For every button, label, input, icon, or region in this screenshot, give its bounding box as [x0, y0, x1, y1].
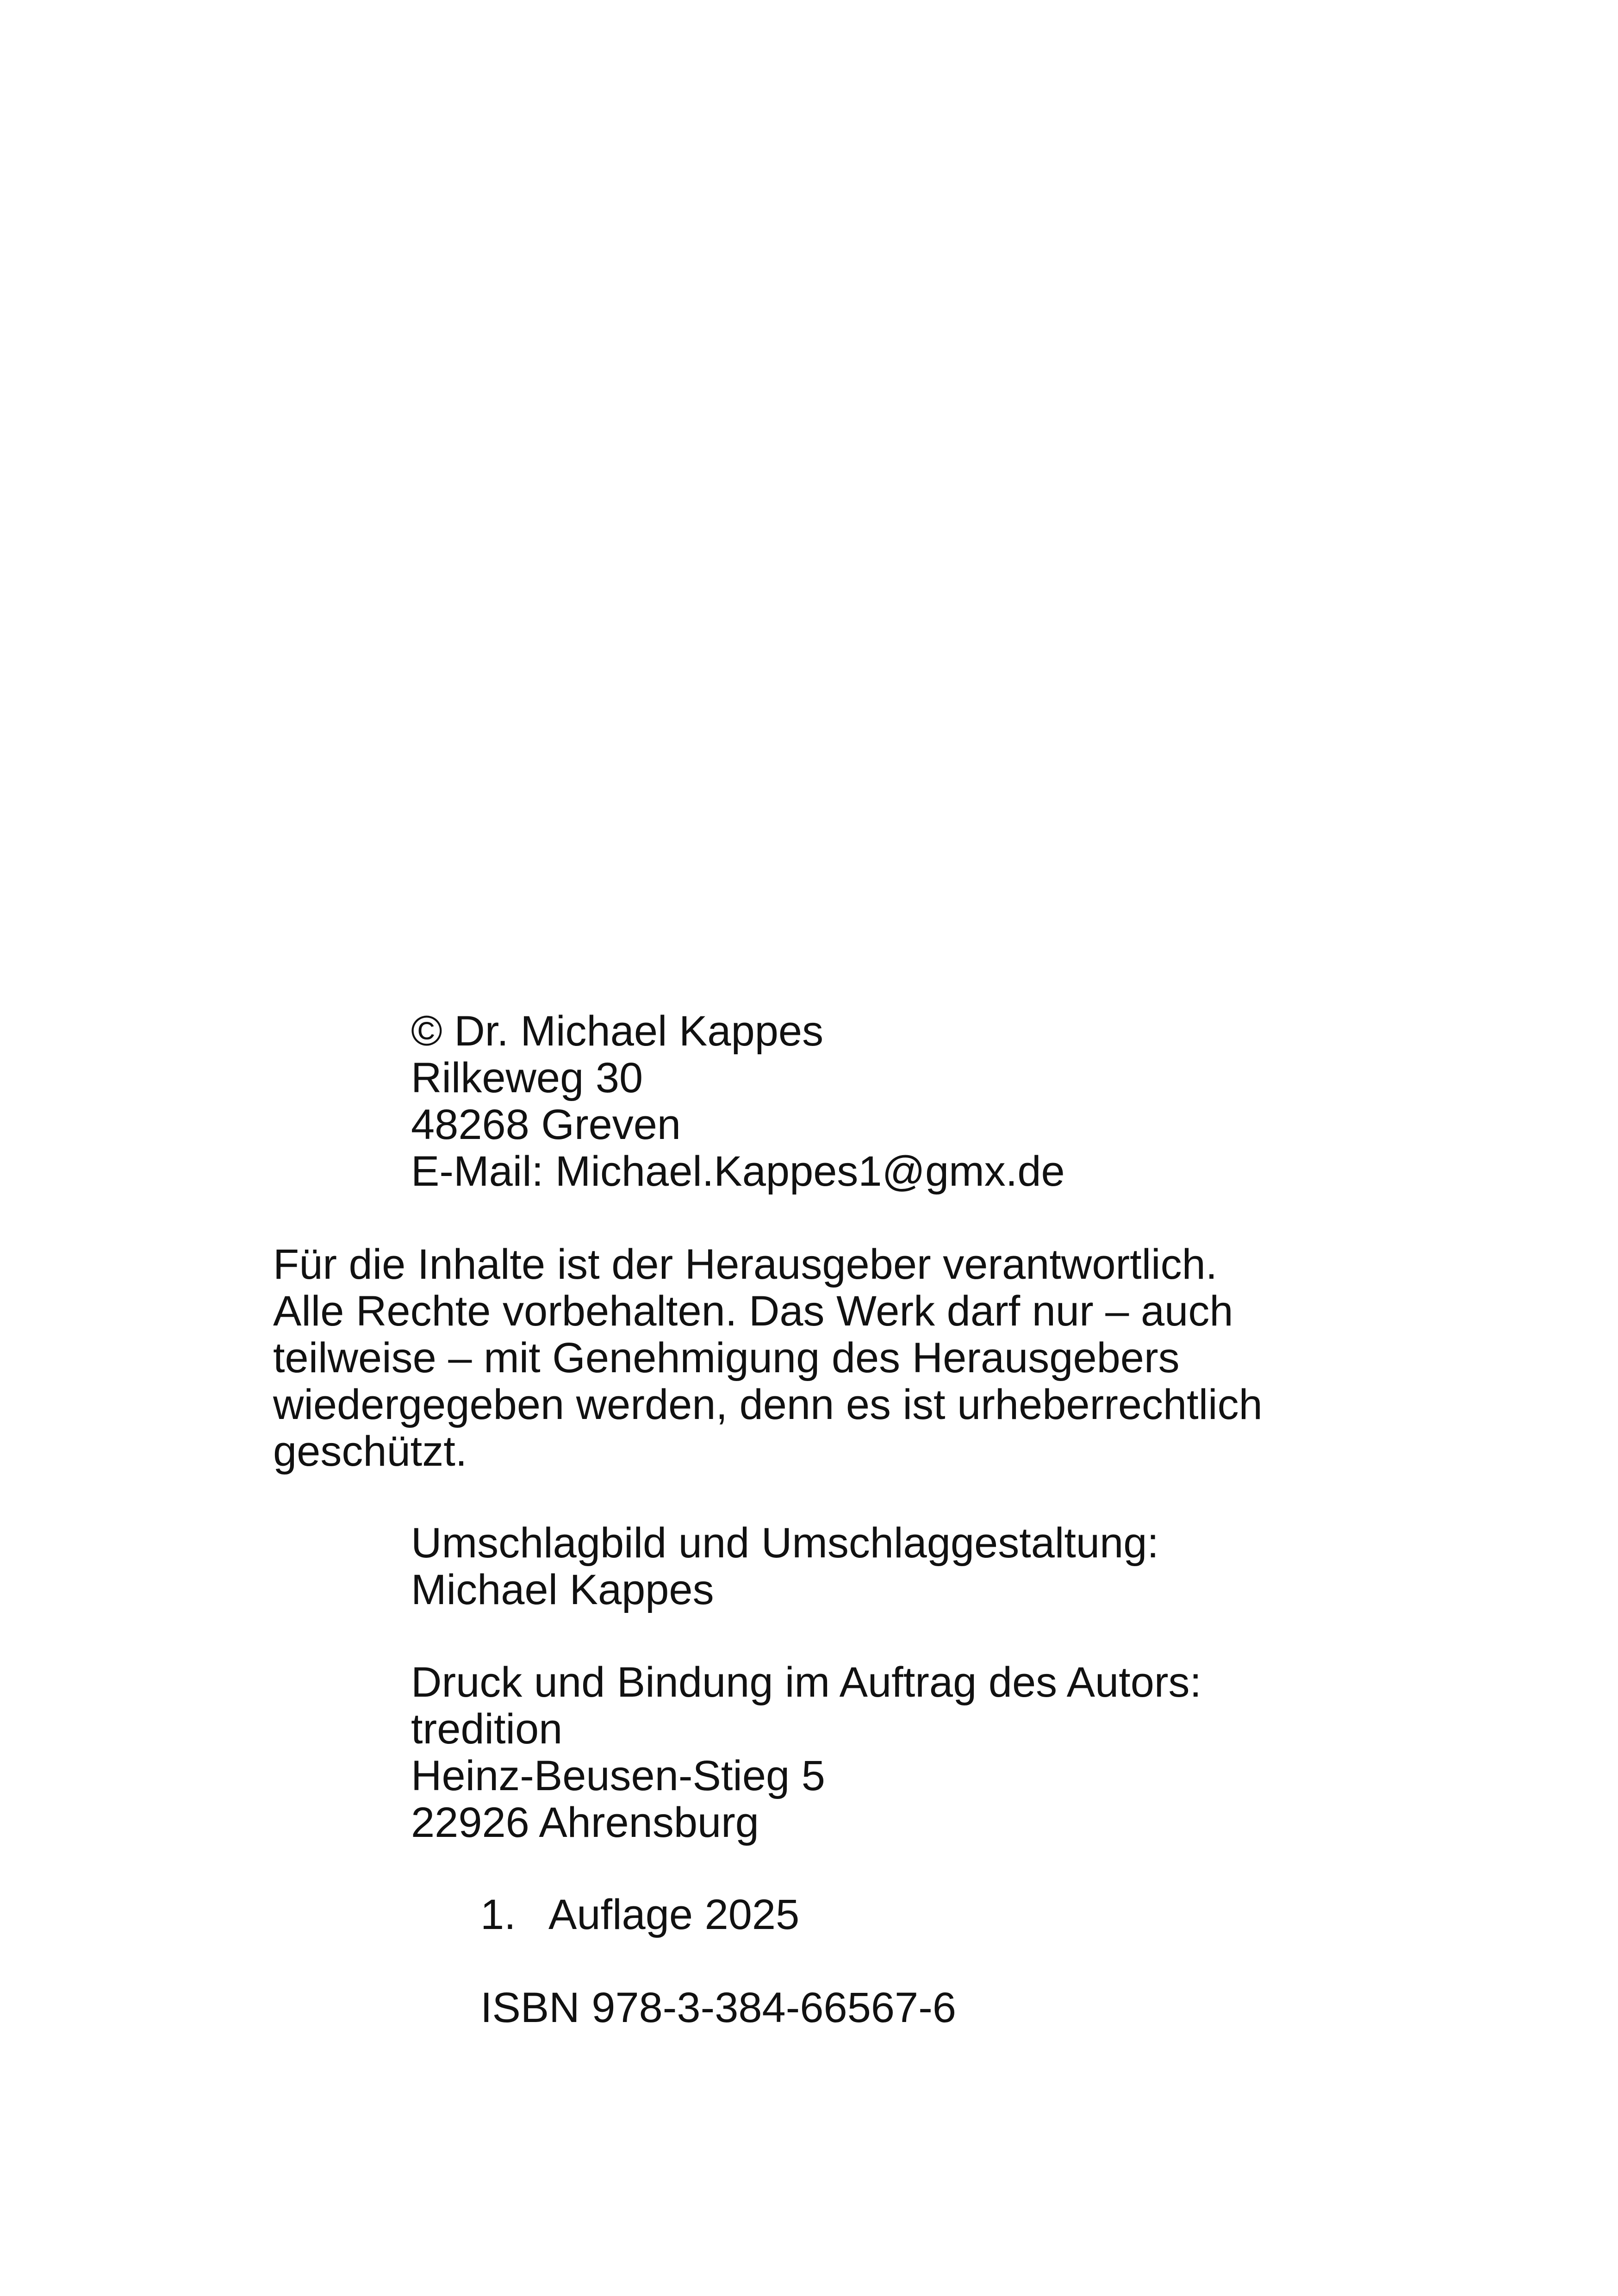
printing-label: Druck und Bindung im Auftrag des Autors: [411, 1659, 1202, 1706]
printing-company: tredition [411, 1705, 563, 1753]
copyright-block [411, 1008, 1065, 1195]
rights-disclaimer [273, 1241, 1263, 1475]
disclaimer-line: Für die Inhalte ist der Herausgeber verantwortlich. [273, 1241, 1218, 1288]
printing-street: Heinz-Beusen-Stieg 5 [411, 1752, 825, 1799]
address-street: Rilkeweg 30 [411, 1054, 643, 1101]
isbn-line [480, 1985, 956, 2031]
address-city: 48268 Greven [411, 1101, 681, 1148]
copyright-line: © Dr. Michael Kappes [411, 1008, 824, 1055]
cover-credits-label: Umschlagbild und Umschlaggestaltung: [411, 1519, 1159, 1567]
isbn-text: ISBN 978-3-384-66567-6 [480, 1984, 956, 2031]
disclaimer-line: teilweise – mit Genehmigung des Herausgebers [273, 1334, 1180, 1381]
printing-city: 22926 Ahrensburg [411, 1799, 759, 1846]
cover-credits-name: Michael Kappes [411, 1566, 714, 1613]
cover-credits [411, 1520, 1159, 1613]
edition-text: Auflage 2025 [548, 1891, 800, 1938]
disclaimer-line: geschützt. [273, 1428, 467, 1475]
edition-line [480, 1892, 799, 1938]
disclaimer-line: Alle Rechte vorbehalten. Das Werk darf nur – auch [273, 1288, 1233, 1335]
email-line: E-Mail: Michael.Kappes1@gmx.de [411, 1148, 1065, 1195]
printing-credits [411, 1659, 1201, 1846]
disclaimer-line: wiedergegeben werden, denn es ist urheberrechtlich [273, 1381, 1263, 1428]
edition-number: 1. [480, 1891, 516, 1938]
